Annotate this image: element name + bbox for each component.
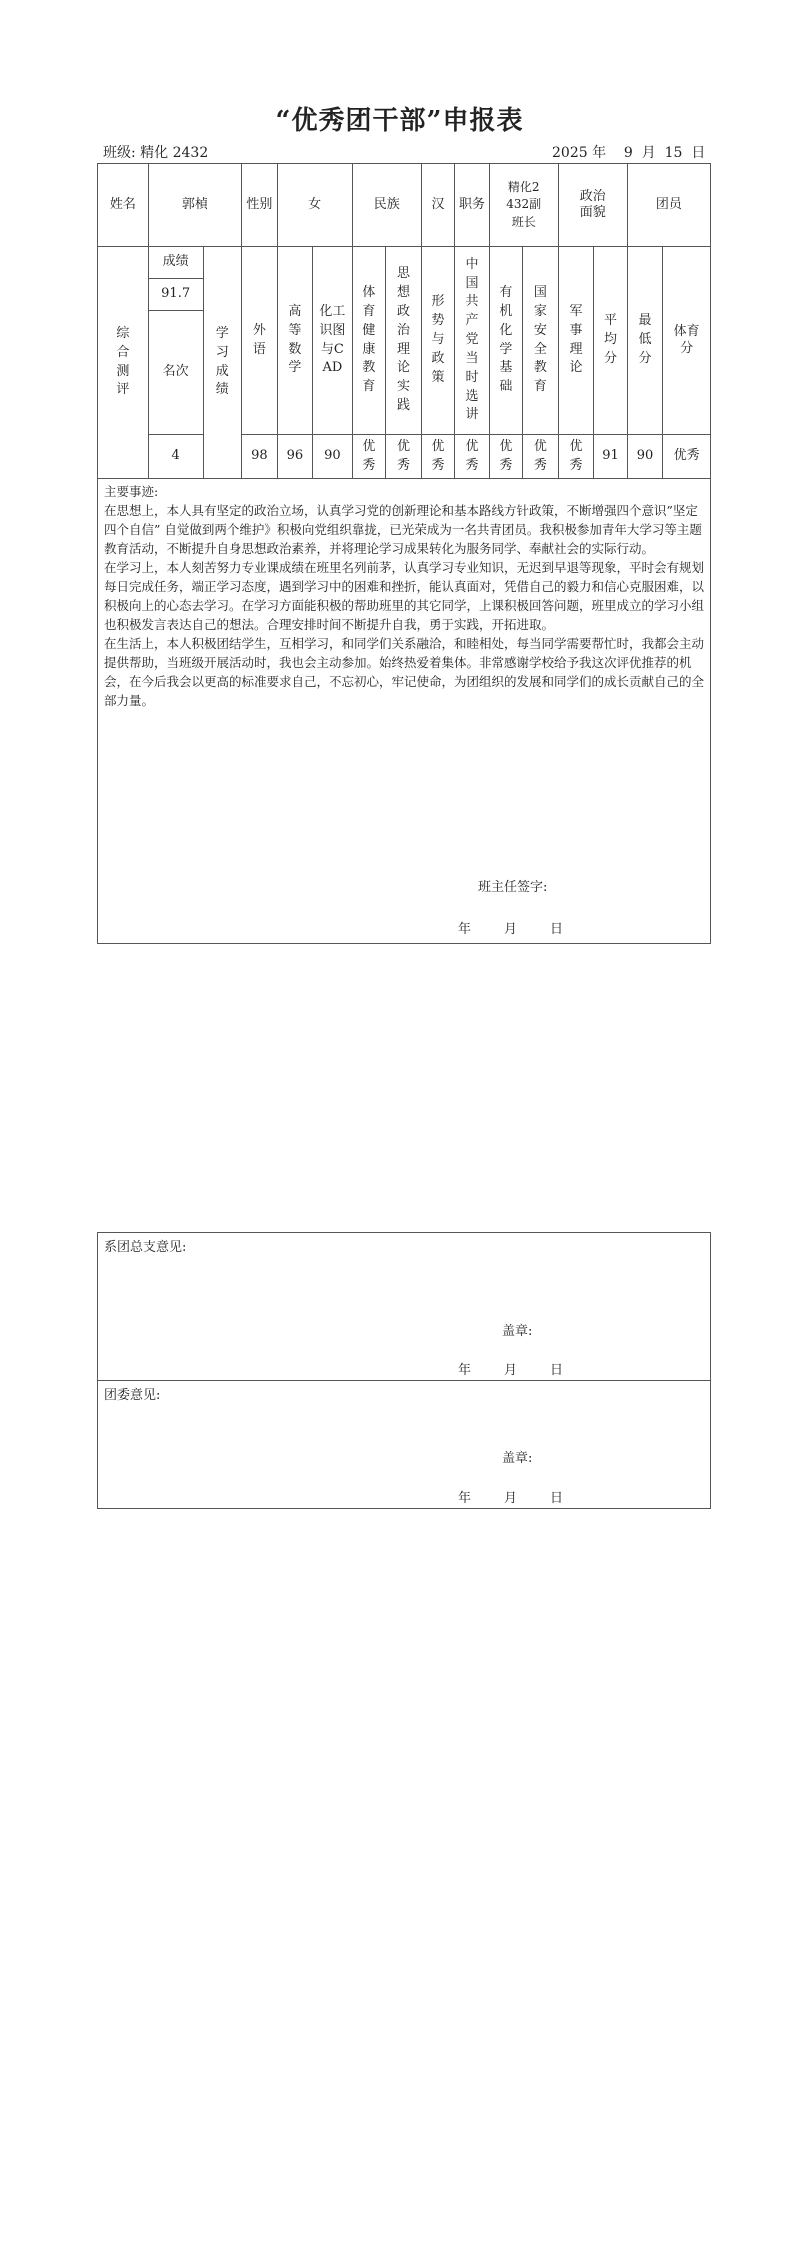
subject-cell: 化工识图与CAD [313,247,353,435]
opinion-label: 系团总支意见: [104,1240,187,1255]
opinion-label: 团委意见: [104,1388,161,1403]
class-label: 班级: 精化 2432 [103,145,209,161]
subject-cell: 中国共产党当时选讲 [455,247,490,435]
page-title: “优秀团干部”申报表 [275,106,524,136]
grade-cell: 98 [242,435,278,479]
deeds-paragraph: 在学习上，本人刻苦努力专业课成绩在班里名列前茅，认真学习专业知识，无迟到早退等现象，平时会有规划每日完成任务，端正学习态度，遇到学习中的困难和挫折，能认真面对，凭借自己的毅力和信心克服困难，以积极向上的心态去学习。在学习方面能积极的帮助班里的其它同学，上课积极回答问题，班里成立的学习小组也积极发言表达自己的想法。合理安排时间不断提升自我，勇于实践，开拓进取。 [104,560,705,632]
subject-cell: 思想政治理论实践 [386,247,422,435]
score-value: 91.7 [148,279,203,311]
subject-cell: 外语 [242,247,278,435]
name-label: 姓名 [98,164,149,247]
grade-cell: 91 [594,435,628,479]
date-month-num: 9 [623,145,633,161]
political-label: 政治面貌 [558,164,627,247]
subject-cell: 国家安全教育 [523,247,559,435]
date-month-label: 月 [504,1363,518,1378]
teacher-signature-label: 班主任签字: [478,880,548,895]
grade-cell: 优秀 [352,435,385,479]
position-label: 职务 [455,164,490,247]
form-date [552,142,705,162]
opinion-date [458,1487,563,1506]
gender-value: 女 [277,164,352,247]
seal-label: 盖章: [502,1324,533,1339]
date-year-label: 年 [458,1363,472,1378]
date-day: 日 [691,145,706,161]
grade-cell: 90 [627,435,663,479]
date-month-label: 月 [504,922,518,937]
opinion-date [458,1359,563,1378]
grade-cell: 90 [313,435,353,479]
grade-cell: 优秀 [663,435,711,479]
subject-cell: 体育分 [663,247,711,435]
study-label: 学习成绩 [203,247,242,479]
date-day-num: 15 [664,145,683,161]
subject-cell: 军事理论 [558,247,594,435]
grade-cell: 96 [277,435,313,479]
deeds-paragraph: 在生活上，本人积极团结学生，互相学习，和同学们关系融洽，和睦相处，每当同学需要帮忙时，我都会主动提供帮助，当班级开展活动时，我也会主动参加。始终热爱着集体。非常感谢学校给予我这次评优推荐的机会，在今后我会以更高的标准要求自己，不忘初心，牢记使命，为团组织的发展和同学们的成长贡献自己的全部力量。 [104,636,705,708]
subject-cell: 高等数学 [277,247,313,435]
grade-cell: 优秀 [421,435,454,479]
seal-label: 盖章: [502,1451,533,1466]
grades-row [98,435,711,479]
league-committee-opinion [97,1381,711,1509]
position-value: 精化2432副班长 [489,164,558,247]
date-day-label: 日 [550,922,564,937]
score-label: 成绩 [148,247,203,279]
ethnicity-value: 汉 [421,164,454,247]
league-branch-opinion [97,1232,711,1381]
evaluation-label: 综合测评 [98,247,149,479]
deeds-paragraph: 在思想上，本人具有坚定的政治立场，认真学习党的创新理论和基本路线方针政策，不断增强四个意识”坚定四个自信” 自觉做到两个维护》积极向党组织靠拢，已光荣成为一名共青团员。我积极参加青年大学习等主题教育活动，不断提升自身思想政治素养，并将理论学习成果转化为服务同学、奉献社会的实际行动。 [104,503,702,556]
grade-cell: 优秀 [455,435,490,479]
gender-label: 性别 [242,164,278,247]
main-deeds-section [97,478,711,944]
date-month-label: 月 [504,1491,518,1506]
date-year-label: 年 [458,922,472,937]
grade-cell: 优秀 [558,435,594,479]
subject-cell: 形势与政策 [421,247,454,435]
grade-cell: 优秀 [386,435,422,479]
political-value: 团员 [627,164,710,247]
rank-value: 4 [148,435,203,479]
date-month: 月 [641,145,656,161]
name-value: 郭楨 [148,164,241,247]
rank-label: 名次 [148,311,203,435]
deeds-label: 主要事迹: [104,484,159,499]
date-day-label: 日 [550,1363,564,1378]
grade-cell: 优秀 [523,435,559,479]
subject-cell: 平均分 [594,247,628,435]
date-year-label: 年 [458,1491,472,1506]
date-day-label: 日 [550,1491,564,1506]
subject-cell: 最低分 [627,247,663,435]
grade-cell: 优秀 [489,435,522,479]
subject-cell: 有机化学基础 [489,247,522,435]
application-table [97,163,711,479]
signature-date [458,920,563,940]
date-year: 2025 年 [552,145,607,161]
subject-cell: 体育健康教育 [352,247,385,435]
ethnicity-label: 民族 [352,164,421,247]
basic-info-row [98,164,711,247]
